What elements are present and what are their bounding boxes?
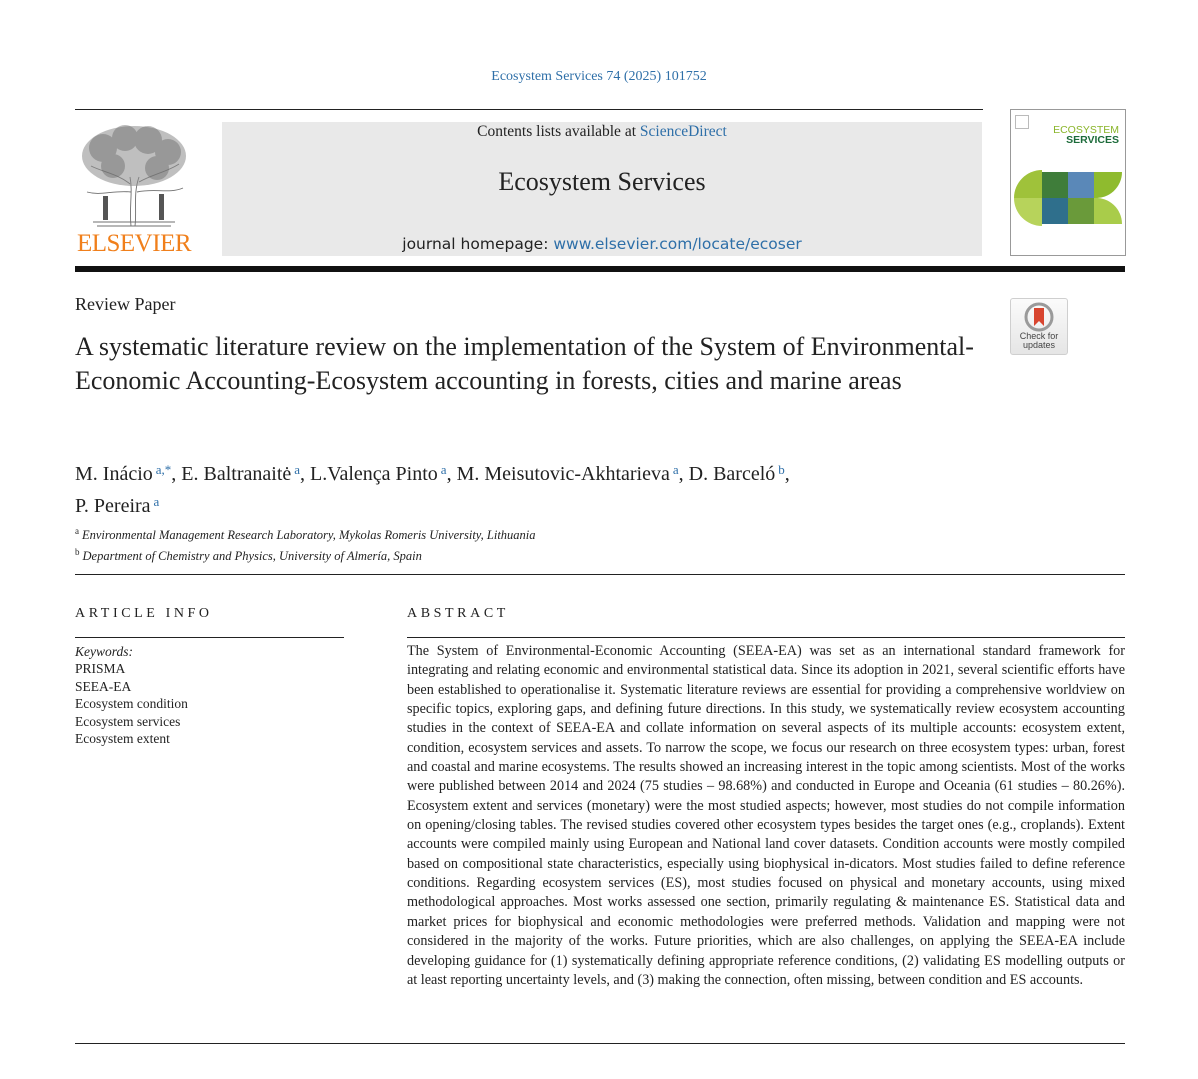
elsevier-tree-icon [73, 122, 195, 230]
homepage-link[interactable]: www.elsevier.com/locate/ecoser [553, 235, 802, 253]
keyword-item: Ecosystem extent [75, 731, 170, 747]
author-name[interactable]: D. Barceló [688, 463, 776, 485]
keyword-item: PRISMA [75, 661, 126, 677]
affiliation-text: Department of Chemistry and Physics, University of Almería, Spain [82, 549, 422, 564]
header-top-rule [75, 109, 983, 110]
keywords-label: Keywords: [75, 644, 133, 659]
homepage-line [222, 235, 982, 253]
article-type: Review Paper [75, 294, 176, 314]
author-separator: , [171, 463, 182, 485]
article-info-rule [75, 637, 344, 638]
abstract-rule [407, 637, 1125, 638]
affiliation-text: Environmental Management Research Laboratory, Mykolas Romeris University, Lithuania [82, 528, 536, 543]
author-separator: , [300, 463, 311, 485]
author-separator: , [784, 463, 790, 485]
author-list [75, 456, 955, 520]
cover-publisher-mark [1015, 115, 1029, 129]
affiliation-item [75, 544, 536, 565]
affiliation-list [75, 523, 536, 565]
keyword-item: Ecosystem condition [75, 696, 188, 712]
article-info-heading: ARTICLE INFO [75, 606, 213, 621]
elsevier-logo[interactable] [73, 122, 195, 258]
cover-title [1053, 125, 1119, 145]
cover-artwork [1014, 170, 1122, 226]
author-separator: , [446, 463, 457, 485]
keyword-item: SEEA-EA [75, 678, 132, 694]
cover-title-line1: ECOSYSTEM [1053, 124, 1119, 136]
journal-title[interactable]: Ecosystem Services [498, 167, 706, 196]
elsevier-wordmark: ELSEVIER [76, 230, 192, 257]
author-affiliation-link[interactable]: a [440, 462, 447, 477]
keywords-block [75, 643, 188, 747]
author-affiliation-link[interactable]: a [672, 462, 679, 477]
cover-title-line2: SERVICES [1066, 134, 1119, 146]
check-label-line1: Check for [1019, 331, 1059, 341]
author-name[interactable]: E. Baltranaitė [181, 463, 292, 485]
check-label-line2: updates [1022, 339, 1056, 350]
author-name[interactable]: M. Meisutovic-Akhtarieva [456, 463, 670, 485]
author-affiliation-link[interactable]: b [778, 462, 785, 477]
check-for-updates-label [1011, 332, 1067, 349]
author-separator: , [678, 463, 689, 485]
journal-cover-image[interactable] [1010, 109, 1126, 256]
bookmark-ribbon-icon [1024, 302, 1054, 332]
contents-line [222, 123, 982, 141]
journal-citation-link[interactable]: Ecosystem Services 74 (2025) 101752 [491, 69, 707, 84]
affiliation-mark: b [75, 547, 80, 558]
affiliation-item [75, 523, 536, 544]
article-title: A systematic literature review on the implementation of the System of Environmental-Economic Accounting-Ecosystem accounting in forests, cities and marine areas [75, 332, 974, 395]
abstract-heading: ABSTRACT [407, 606, 509, 621]
keyword-item: Ecosystem services [75, 713, 181, 729]
affiliation-mark: a [75, 526, 79, 536]
sciencedirect-link[interactable]: ScienceDirect [639, 123, 727, 140]
author-affiliation-link[interactable]: a,* [155, 462, 172, 477]
abstract-text: The System of Environmental-Economic Accounting (SEEA-EA) was set as an international standard framework for integrating and relating economic and environmental statistical data. Since its adoption in 2021, several scientific efforts have been established to operationalise it. Systematic literature reviews are essential for providing a comprehensive worldview on specific topics, exploring gaps, and defining future directions. In this study, we systematically review ecosystem accounting studies in the context of SEEA-EA and collate information on several aspects of its multiple accounts: ecosystem extent, condition, ecosystem services and assets. To narrow the scope, we focus our research on three ecosystem types: urban, forest and coastal and marine ecosystems. The results showed an increasing interest in the topic among scientists. Most of the works were published between 2014 and 2024 (75 studies – 98.68%) and conducted in Europe and Oceania (61 studies – 80.26%). Ecosystem extent and services (monetary) were the most studied aspects; however, most studies do not compile information on opening/closing tables. The revised studies covered other ecosystem types besides the target ones (e.g., croplands). Extent accounts were compiled mainly using European and National land cover datasets. Condition accounts were mostly compiled based on compositional state characteristics, especially using biophysical in-dicators. Most studies failed to define reference conditions. Regarding ecosystem services (ES), most studies focused on physical and monetary accounts, using mixed methodological approaches. Most works assessed one section, primarily regulating & maintenance ES. Statistical data and market prices for biophysical and economic methodologies were preferred methods. Validation and mapping were not considered in the majority of the works. Future priorities, which are also challenges, on applying the SEEA-EA include developing guidance for (1) systematically defining appropriate reference conditions, (2) validating ES modelling outputs or at least reporting uncertainty levels, and (3) making the connection, often missing, between condition and ES accounts. [407, 643, 1125, 988]
author-affiliation-link[interactable]: a [294, 462, 301, 477]
author-name[interactable]: P. Pereira [75, 495, 151, 517]
section-rule [75, 574, 1125, 575]
homepage-label: journal homepage: [402, 235, 554, 253]
author-affiliation-link[interactable]: a [153, 494, 160, 509]
contents-prefix: Contents lists available at [477, 123, 640, 140]
check-for-updates-button[interactable] [1010, 298, 1068, 355]
author-name[interactable]: M. Inácio [75, 463, 153, 485]
journal-masthead [222, 122, 982, 256]
author-name[interactable]: L.Valença Pinto [310, 463, 438, 485]
header-thick-rule [75, 266, 1125, 272]
bottom-rule [75, 1043, 1125, 1044]
